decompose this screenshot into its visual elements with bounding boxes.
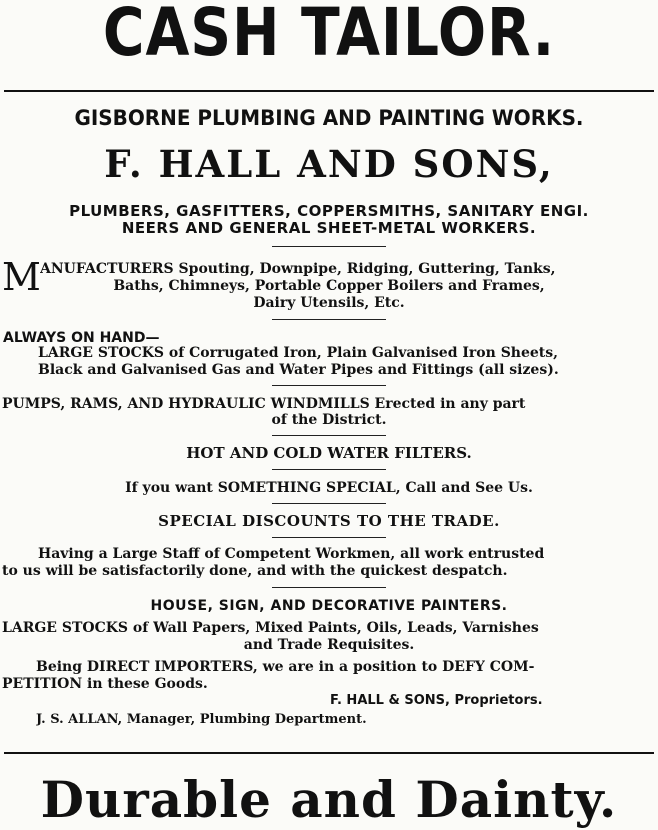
short-rule [272, 537, 386, 538]
short-rule [272, 385, 386, 386]
manufacturers-line-2: Baths, Chimneys, Portable Copper Boilers and Frames, [113, 278, 545, 294]
manufacturers-line-3: Dairy Utensils, Etc. [253, 295, 405, 311]
manufacturers-drop-cap: M [2, 255, 41, 299]
bottom-divider [4, 752, 654, 754]
short-rule [272, 503, 386, 504]
works-header: GISBORNE PLUMBING AND PAINTING WORKS. [74, 106, 584, 130]
painters-line: HOUSE, SIGN, AND DECORATIVE PAINTERS. [150, 598, 508, 614]
papers-line-1: LARGE STOCKS of Wall Papers, Mixed Paints, Oils, Leads, Varnishes [2, 620, 539, 636]
top-divider [4, 90, 654, 92]
manufacturers-line-1: ANUFACTURERS Spouting, Downpipe, Ridging, Guttering, Tanks, [40, 261, 556, 277]
discounts-line: SPECIAL DISCOUNTS TO THE TRADE. [158, 512, 500, 530]
durable-title: Durable and Dainty. [40, 770, 618, 829]
importers-line-2: PETITION in these Goods. [2, 676, 208, 692]
short-rule [272, 435, 386, 436]
short-rule [272, 246, 386, 247]
short-rule [272, 319, 386, 320]
always-line-2: Black and Galvanised Gas and Water Pipes and Fittings (all sizes). [38, 362, 559, 378]
importers-line-1: Being DIRECT IMPORTERS, we are in a position to DEFY COM- [36, 659, 535, 675]
trades-line-2: NEERS AND GENERAL SHEET-METAL WORKERS. [121, 219, 537, 237]
always-line-1: LARGE STOCKS of Corrugated Iron, Plain Galvanised Iron Sheets, [38, 345, 559, 361]
always-on-hand-heading: ALWAYS ON HAND— [3, 330, 160, 346]
papers-line-2: and Trade Requisites. [243, 637, 415, 653]
proprietors-line: F. HALL & SONS, Proprietors. [330, 693, 543, 708]
pumps-line-2: of the District. [271, 412, 387, 428]
manager-line: J. S. ALLAN, Manager, Plumbing Department. [36, 712, 367, 727]
short-rule [272, 587, 386, 588]
filters-line: HOT AND COLD WATER FILTERS. [186, 444, 472, 462]
firm-name: F. HALL AND SONS, [104, 142, 554, 186]
staff-line-2: to us will be satisfactorily done, and with the quickest despatch. [2, 563, 508, 579]
cash-tailor-title: CASH TAILOR. [102, 0, 556, 71]
short-rule [272, 469, 386, 470]
trades-line-1: PLUMBERS, GASFITTERS, COPPERSMITHS, SANITARY ENGI. [69, 202, 589, 220]
special-line: If you want SOMETHING SPECIAL, Call and See Us. [125, 480, 533, 496]
pumps-line-1: PUMPS, RAMS, AND HYDRAULIC WINDMILLS Erected in any part [2, 396, 526, 412]
staff-line-1: Having a Large Staff of Competent Workmen, all work entrusted [38, 546, 545, 562]
